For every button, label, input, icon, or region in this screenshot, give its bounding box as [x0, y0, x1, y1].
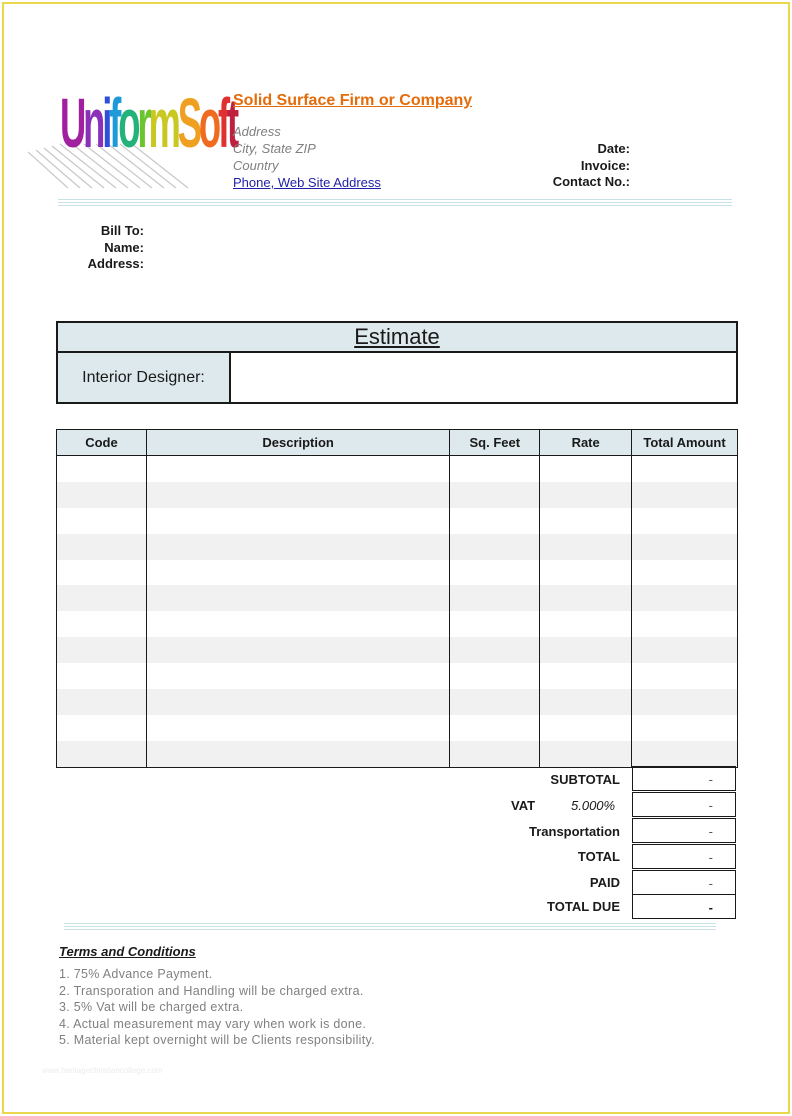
terms-item-4: 4. Actual measurement may vary when work is done.	[59, 1017, 367, 1031]
header-divider-3	[58, 205, 732, 206]
designer-field[interactable]	[231, 353, 736, 402]
terms-item-2: 2. Transporation and Handling will be charged extra.	[59, 984, 364, 998]
cell-total-amount[interactable]	[632, 741, 738, 767]
cell-code[interactable]	[57, 741, 147, 767]
logo-letter: f	[217, 84, 227, 162]
cell-code[interactable]	[57, 482, 147, 508]
table-row	[57, 689, 738, 715]
cell-description[interactable]	[146, 482, 450, 508]
estimate-title-text: Estimate	[354, 324, 440, 349]
header-sq-feet: Sq. Feet	[450, 430, 540, 456]
header-rate: Rate	[540, 430, 632, 456]
logo-letter: o	[118, 84, 138, 162]
cell-code[interactable]	[57, 508, 147, 534]
vat-rate[interactable]: 5.000%	[571, 798, 616, 813]
header-code: Code	[57, 430, 147, 456]
cell-rate[interactable]	[540, 715, 632, 741]
cell-total-amount[interactable]	[632, 585, 738, 611]
footer-divider-2	[64, 926, 716, 927]
cell-code[interactable]	[57, 715, 147, 741]
cell-rate[interactable]	[540, 637, 632, 663]
cell-rate[interactable]	[540, 482, 632, 508]
cell-total-amount[interactable]	[632, 482, 738, 508]
estimate-title	[58, 323, 736, 353]
logo-letter: m	[148, 84, 178, 162]
header-divider	[58, 199, 732, 200]
cell-total-amount[interactable]	[632, 534, 738, 560]
terms-item-1: 1. 75% Advance Payment.	[59, 967, 213, 981]
footer-divider-3	[64, 929, 716, 930]
cell-rate[interactable]	[540, 508, 632, 534]
company-address: Address	[233, 124, 281, 139]
cell-code[interactable]	[57, 663, 147, 689]
cell-rate[interactable]	[540, 560, 632, 586]
cell-description[interactable]	[146, 689, 450, 715]
logo-letter: r	[137, 84, 149, 162]
cell-rate[interactable]	[540, 741, 632, 767]
cell-sq-feet[interactable]	[450, 534, 540, 560]
terms-item-3: 3. 5% Vat will be charged extra.	[59, 1000, 244, 1014]
table-row	[57, 560, 738, 586]
table-row	[57, 585, 738, 611]
total-label: TOTAL	[577, 849, 620, 864]
cell-total-amount[interactable]	[632, 715, 738, 741]
table-header-row	[57, 430, 738, 456]
cell-total-amount[interactable]	[632, 611, 738, 637]
logo-letter: U	[60, 84, 84, 162]
logo-letter: t	[226, 84, 236, 162]
cell-rate[interactable]	[540, 534, 632, 560]
cell-description[interactable]	[146, 637, 450, 663]
cell-description[interactable]	[146, 534, 450, 560]
cell-sq-feet[interactable]	[450, 482, 540, 508]
paid-label: PAID	[589, 875, 620, 890]
contact-label: Contact No.:	[552, 174, 630, 189]
cell-description[interactable]	[146, 456, 450, 482]
cell-sq-feet[interactable]	[450, 715, 540, 741]
table-row	[57, 637, 738, 663]
cell-sq-feet[interactable]	[450, 611, 540, 637]
cell-rate[interactable]	[540, 456, 632, 482]
cell-description[interactable]	[146, 560, 450, 586]
header-description: Description	[146, 430, 450, 456]
invoice-label: Invoice:	[580, 158, 630, 173]
cell-code[interactable]	[57, 585, 147, 611]
cell-code[interactable]	[57, 637, 147, 663]
terms-item-5: 5. Material kept overnight will be Clients responsibility.	[59, 1033, 375, 1047]
table-row	[57, 663, 738, 689]
cell-total-amount[interactable]	[632, 689, 738, 715]
cell-sq-feet[interactable]	[450, 637, 540, 663]
cell-total-amount[interactable]	[632, 560, 738, 586]
cell-total-amount[interactable]	[632, 456, 738, 482]
date-label: Date:	[597, 141, 630, 156]
total-due-label: TOTAL DUE	[547, 899, 620, 914]
table-row	[57, 611, 738, 637]
terms-title: Terms and Conditions	[59, 944, 196, 959]
vat-value[interactable]: -	[632, 792, 736, 817]
cell-rate[interactable]	[540, 663, 632, 689]
cell-description[interactable]	[146, 585, 450, 611]
logo-letter: f	[109, 84, 119, 162]
cell-description[interactable]	[146, 715, 450, 741]
bill-to-label: Bill To:	[100, 223, 144, 238]
cell-description[interactable]	[146, 741, 450, 767]
table-row	[57, 741, 738, 767]
cell-code[interactable]	[57, 689, 147, 715]
watermark: www.heritagechristiancollege.com	[42, 1066, 163, 1075]
subtotal-label: SUBTOTAL	[550, 772, 620, 787]
company-city: City, State ZIP	[233, 141, 316, 156]
cell-sq-feet[interactable]	[450, 585, 540, 611]
bill-address-label: Address:	[87, 256, 144, 271]
cell-total-amount[interactable]	[632, 637, 738, 663]
table-row	[57, 715, 738, 741]
transportation-value[interactable]: -	[632, 818, 736, 843]
cell-code[interactable]	[57, 534, 147, 560]
logo-letter: S	[177, 84, 199, 162]
cell-sq-feet[interactable]	[450, 663, 540, 689]
total-due-value[interactable]: -	[632, 894, 736, 919]
designer-label: Interior Designer:	[58, 353, 231, 402]
cell-description[interactable]	[146, 611, 450, 637]
logo-letter: n	[83, 84, 103, 162]
footer-divider	[64, 923, 716, 924]
company-name: Solid Surface Firm or Company	[233, 92, 473, 109]
logo-letter: i	[102, 84, 110, 162]
company-country: Country	[233, 158, 279, 173]
cell-rate[interactable]	[540, 611, 632, 637]
vat-label: VAT	[511, 798, 536, 813]
header-total-amount: Total Amount	[632, 430, 738, 456]
table-row	[57, 456, 738, 482]
cell-code[interactable]	[57, 456, 147, 482]
total-value[interactable]: -	[632, 844, 736, 869]
contact-link[interactable]: Phone, Web Site Address	[233, 175, 381, 190]
cell-sq-feet[interactable]	[450, 741, 540, 767]
transportation-label: Transportation	[528, 824, 620, 839]
items-table	[56, 429, 738, 768]
subtotal-value[interactable]: -	[632, 766, 736, 791]
cell-code[interactable]	[57, 611, 147, 637]
cell-sq-feet[interactable]	[450, 456, 540, 482]
cell-description[interactable]	[146, 508, 450, 534]
bill-name-label: Name:	[104, 240, 144, 255]
cell-sq-feet[interactable]	[450, 560, 540, 586]
cell-sq-feet[interactable]	[450, 689, 540, 715]
cell-rate[interactable]	[540, 585, 632, 611]
cell-total-amount[interactable]	[632, 508, 738, 534]
cell-rate[interactable]	[540, 689, 632, 715]
table-row	[57, 482, 738, 508]
header-divider-2	[58, 202, 732, 203]
cell-description[interactable]	[146, 663, 450, 689]
cell-code[interactable]	[57, 560, 147, 586]
cell-sq-feet[interactable]	[450, 508, 540, 534]
table-row	[57, 534, 738, 560]
cell-total-amount[interactable]	[632, 663, 738, 689]
estimate-box	[56, 321, 738, 404]
paid-value[interactable]: -	[632, 870, 736, 895]
table-row	[57, 508, 738, 534]
company-logo	[60, 84, 236, 162]
logo-letter: o	[198, 84, 218, 162]
